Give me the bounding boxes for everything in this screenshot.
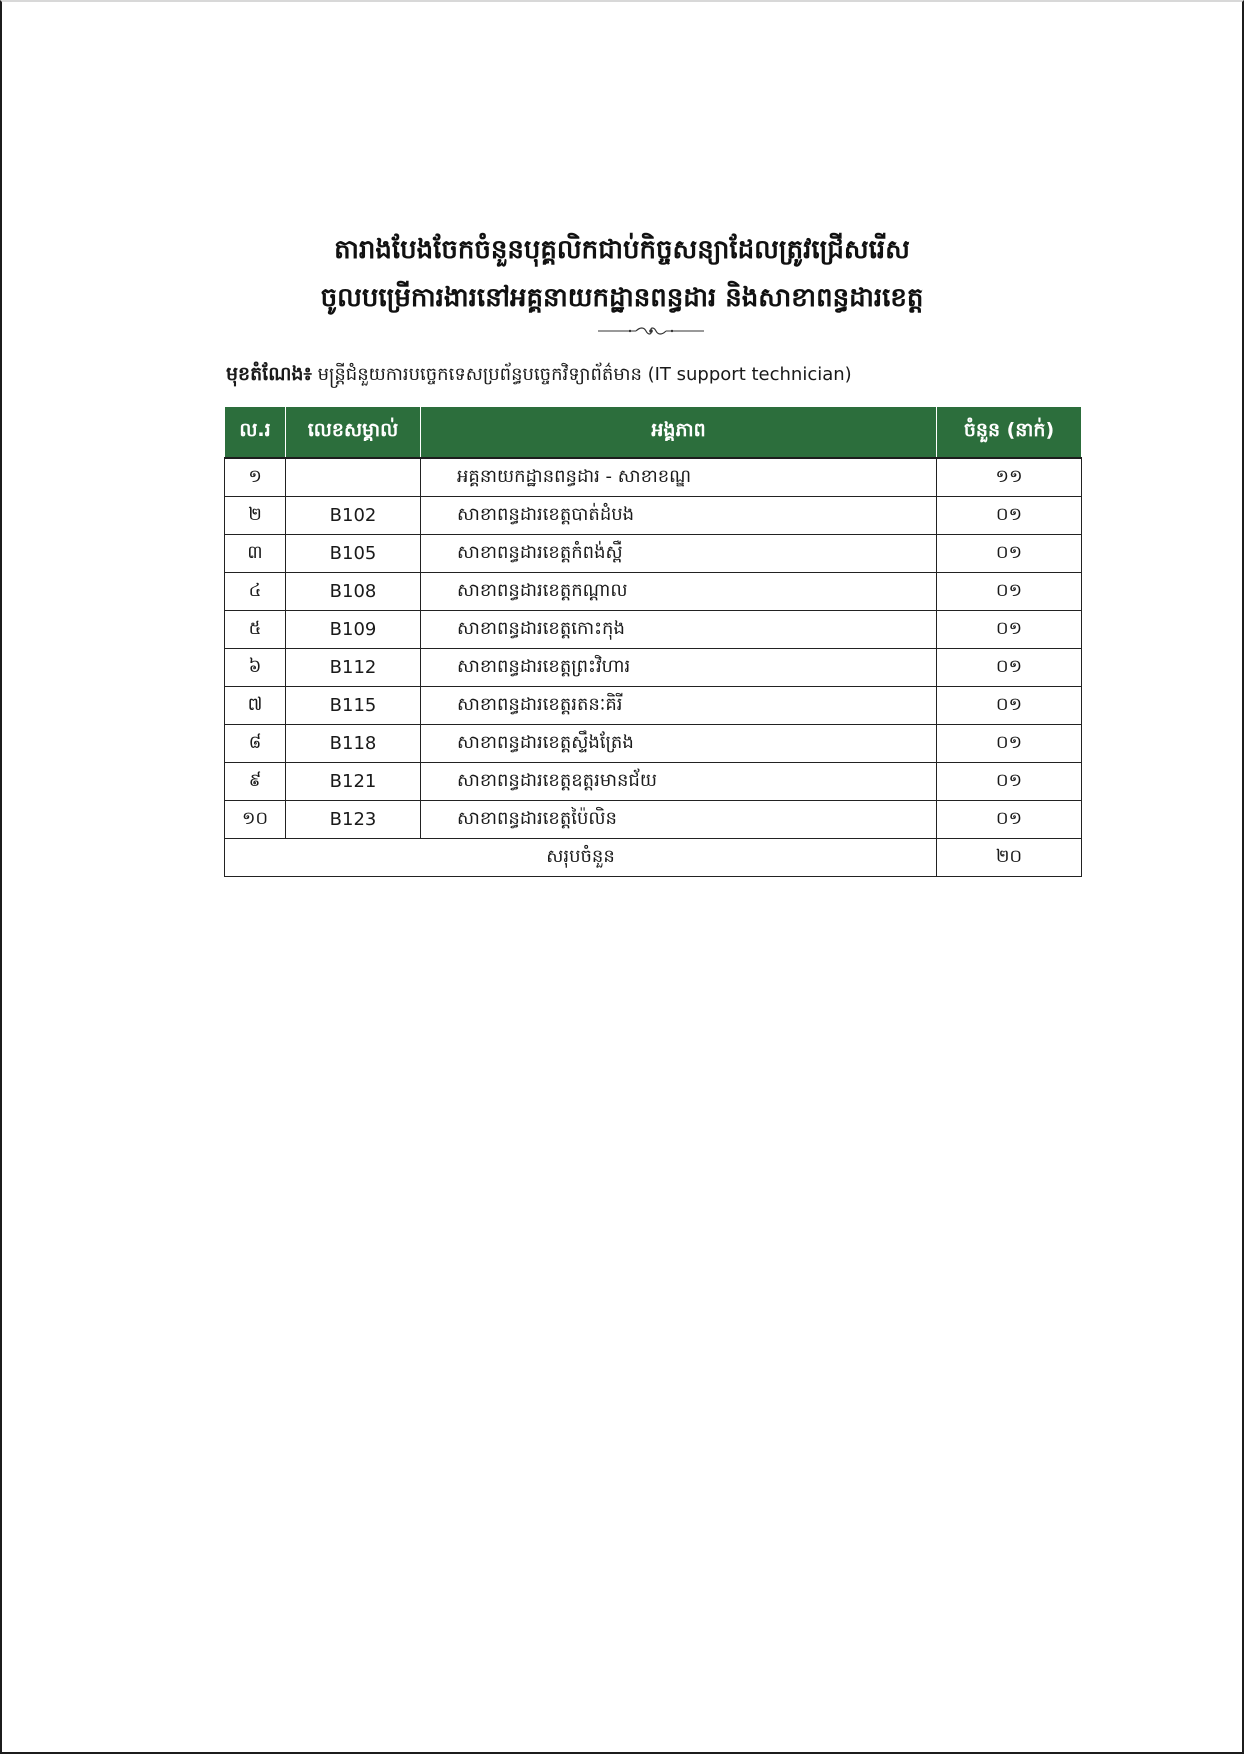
table-row (225, 497, 1082, 535)
cell-unit: សាខាពន្ធដារខេត្តស្ទឹងត្រែង (421, 725, 937, 763)
position-line (226, 362, 852, 390)
cell-count: ០១ (937, 535, 1082, 573)
cell-no: ៣ (225, 535, 286, 573)
cell-count: ០១ (937, 611, 1082, 649)
table-row (225, 535, 1082, 573)
position-value: មន្ត្រីជំនួយការបច្ចេកទេសប្រព័ន្ធបច្ចេកវិទ្យាព័ត៌មាន (IT support technician) (317, 364, 852, 385)
cell-unit: សាខាពន្ធដារខេត្តកំពង់ស្ពឺ (421, 535, 937, 573)
cell-unit: សាខាពន្ធដារខេត្តព្រះវិហារ (421, 649, 937, 687)
cell-code: B105 (286, 535, 421, 573)
cell-count: ០១ (937, 763, 1082, 801)
cell-count: ០១ (937, 687, 1082, 725)
cell-code: B108 (286, 573, 421, 611)
cell-no: ១០ (225, 801, 286, 839)
table-header-row (225, 407, 1082, 459)
cell-count: ០១ (937, 801, 1082, 839)
cell-no: ៥ (225, 611, 286, 649)
cell-code: B121 (286, 763, 421, 801)
title-line-1: តារាងបែងចែកចំនួនបុគ្គលិកជាប់កិច្ចសន្យាដែលត្រូវជ្រើសរើស (334, 235, 910, 265)
header-count: ចំនួន (នាក់) (937, 407, 1082, 459)
position-label: មុខតំណែង៖ (226, 363, 312, 385)
total-label: សរុបចំនួន (225, 839, 937, 877)
document-title (0, 226, 1244, 322)
cell-no: ៧ (225, 687, 286, 725)
cell-no: ៩ (225, 763, 286, 801)
table-row (225, 687, 1082, 725)
cell-code: B123 (286, 801, 421, 839)
cell-code: B118 (286, 725, 421, 763)
table-row (225, 763, 1082, 801)
cell-no: ៨ (225, 725, 286, 763)
cell-count: ០១ (937, 497, 1082, 535)
cell-count: ០១ (937, 725, 1082, 763)
cell-no: ៤ (225, 573, 286, 611)
table-row (225, 458, 1082, 497)
table-row (225, 649, 1082, 687)
cell-code: B115 (286, 687, 421, 725)
cell-count: ០១ (937, 573, 1082, 611)
table-row (225, 801, 1082, 839)
total-count: ២០ (937, 839, 1082, 877)
cell-unit: សាខាពន្ធដារខេត្តកណ្តាល (421, 573, 937, 611)
cell-no: ១ (225, 458, 286, 497)
table-row (225, 725, 1082, 763)
cell-code (286, 458, 421, 497)
cell-unit: សាខាពន្ធដារខេត្តឧត្តរមានជ័យ (421, 763, 937, 801)
cell-no: ២ (225, 497, 286, 535)
ornament-divider-icon (598, 326, 704, 336)
header-no: ល.រ (225, 407, 286, 459)
table-row (225, 611, 1082, 649)
cell-code: B109 (286, 611, 421, 649)
cell-code: B112 (286, 649, 421, 687)
cell-unit: សាខាពន្ធដារខេត្តរតនៈគិរី (421, 687, 937, 725)
cell-unit: អគ្គនាយកដ្ឋានពន្ធដារ - សាខាខណ្ឌ (421, 458, 937, 497)
allocation-table (224, 406, 1082, 877)
cell-unit: សាខាពន្ធដារខេត្តបាត់ដំបង (421, 497, 937, 535)
header-unit: អង្គភាព (421, 407, 937, 459)
cell-count: ១១ (937, 458, 1082, 497)
header-code: លេខសម្គាល់ (286, 407, 421, 459)
title-line-2: ចូលបម្រើការងារនៅអគ្គនាយកដ្ឋានពន្ធដារ និងសាខាពន្ធដារខេត្ត (320, 283, 924, 313)
table-row (225, 573, 1082, 611)
cell-no: ៦ (225, 649, 286, 687)
cell-count: ០១ (937, 649, 1082, 687)
cell-code: B102 (286, 497, 421, 535)
total-row (225, 839, 1082, 877)
cell-unit: សាខាពន្ធដារខេត្តកោះកុង (421, 611, 937, 649)
cell-unit: សាខាពន្ធដារខេត្តប៉ៃលិន (421, 801, 937, 839)
